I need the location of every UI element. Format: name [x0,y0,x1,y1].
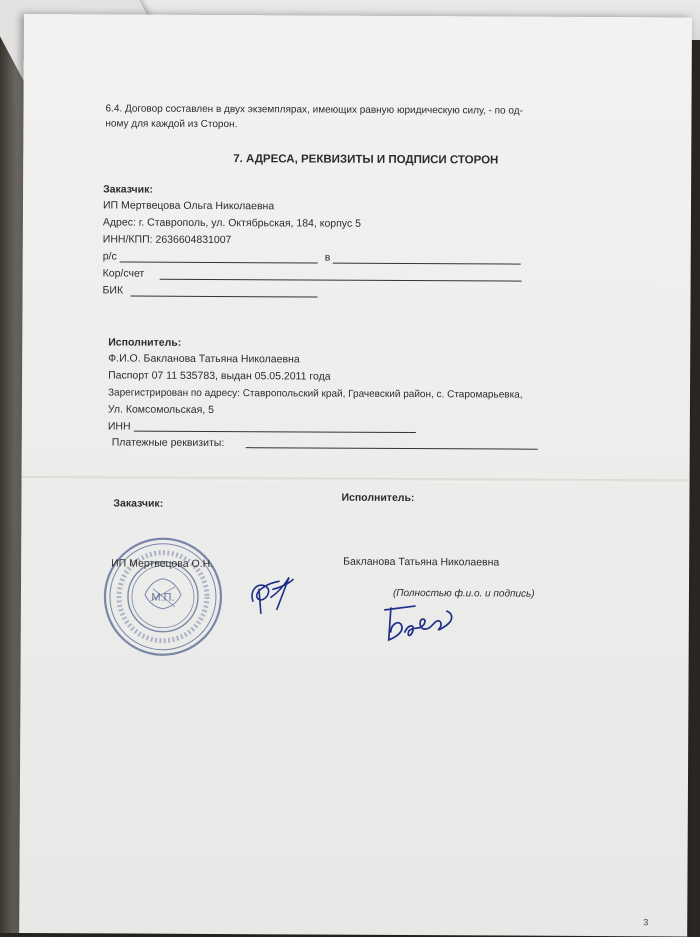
customer-bik-label: БИК [102,284,124,297]
contractor-payment-line [246,447,538,450]
customer-bank-line [333,263,521,265]
contractor-signature [377,598,469,654]
contractor-inn-line [134,431,416,433]
signature-customer-name: ИП Мертвецова О.Н. [111,557,214,570]
signature-customer-label: Заказчик: [113,497,164,510]
customer-kor-label: Кор/счет [102,267,145,280]
customer-name: ИП Мертвецова Ольга Николаевна [102,199,275,213]
customer-rs-label: р/с [102,250,117,263]
signature-contractor-name: Бакланова Татьяна Николаевна [343,555,500,569]
company-seal [101,534,226,659]
clause-6-4-line2: ному для каждой из Сторон. [105,118,238,131]
section-heading: 7. АДРЕСА, РЕКВИЗИТЫ И ПОДПИСИ СТОРОН [233,153,499,167]
paper-fold [22,476,690,483]
clause-6-4-line1: 6.4. Договор составлен в двух экземплярах, имеющих равную юридическую силу, - по од- [105,103,523,117]
customer-kor-line [160,279,522,282]
customer-inn-kpp: ИНН/КПП: 2636604831007 [102,233,232,247]
contractor-passport: Паспорт 07 11 535783, выдан 05.05.2011 года [108,369,331,383]
customer-label: Заказчик: [103,183,153,196]
contractor-label: Исполнитель: [108,336,182,349]
contractor-inn-label: ИНН [107,420,131,433]
stamp-text: М.П. [151,591,175,604]
document-page [19,14,692,936]
signature-contractor-label: Исполнитель: [341,491,415,505]
customer-address: Адрес: г. Ставрополь, ул. Октябрьская, 184, корпус 5 [102,216,362,230]
contractor-registered-2: Ул. Комсомольская, 5 [107,403,214,416]
customer-rs-line [120,262,318,264]
customer-signature [243,567,299,623]
customer-bik-line [131,296,318,298]
signature-full-name-hint: (Полностью ф.и.о. и подпись) [392,587,535,600]
customer-in-label: в [324,251,331,264]
page-number: 3 [643,917,649,928]
contractor-fio: Ф.И.О. Бакланова Татьяна Николаевна [108,352,300,366]
contractor-registered-1: Зарегистрирован по адресу: Ставропольский край, Грачевский район, с. Старомарьевка, [107,387,523,401]
contractor-payment-label: Платежные реквизиты: [111,436,225,450]
